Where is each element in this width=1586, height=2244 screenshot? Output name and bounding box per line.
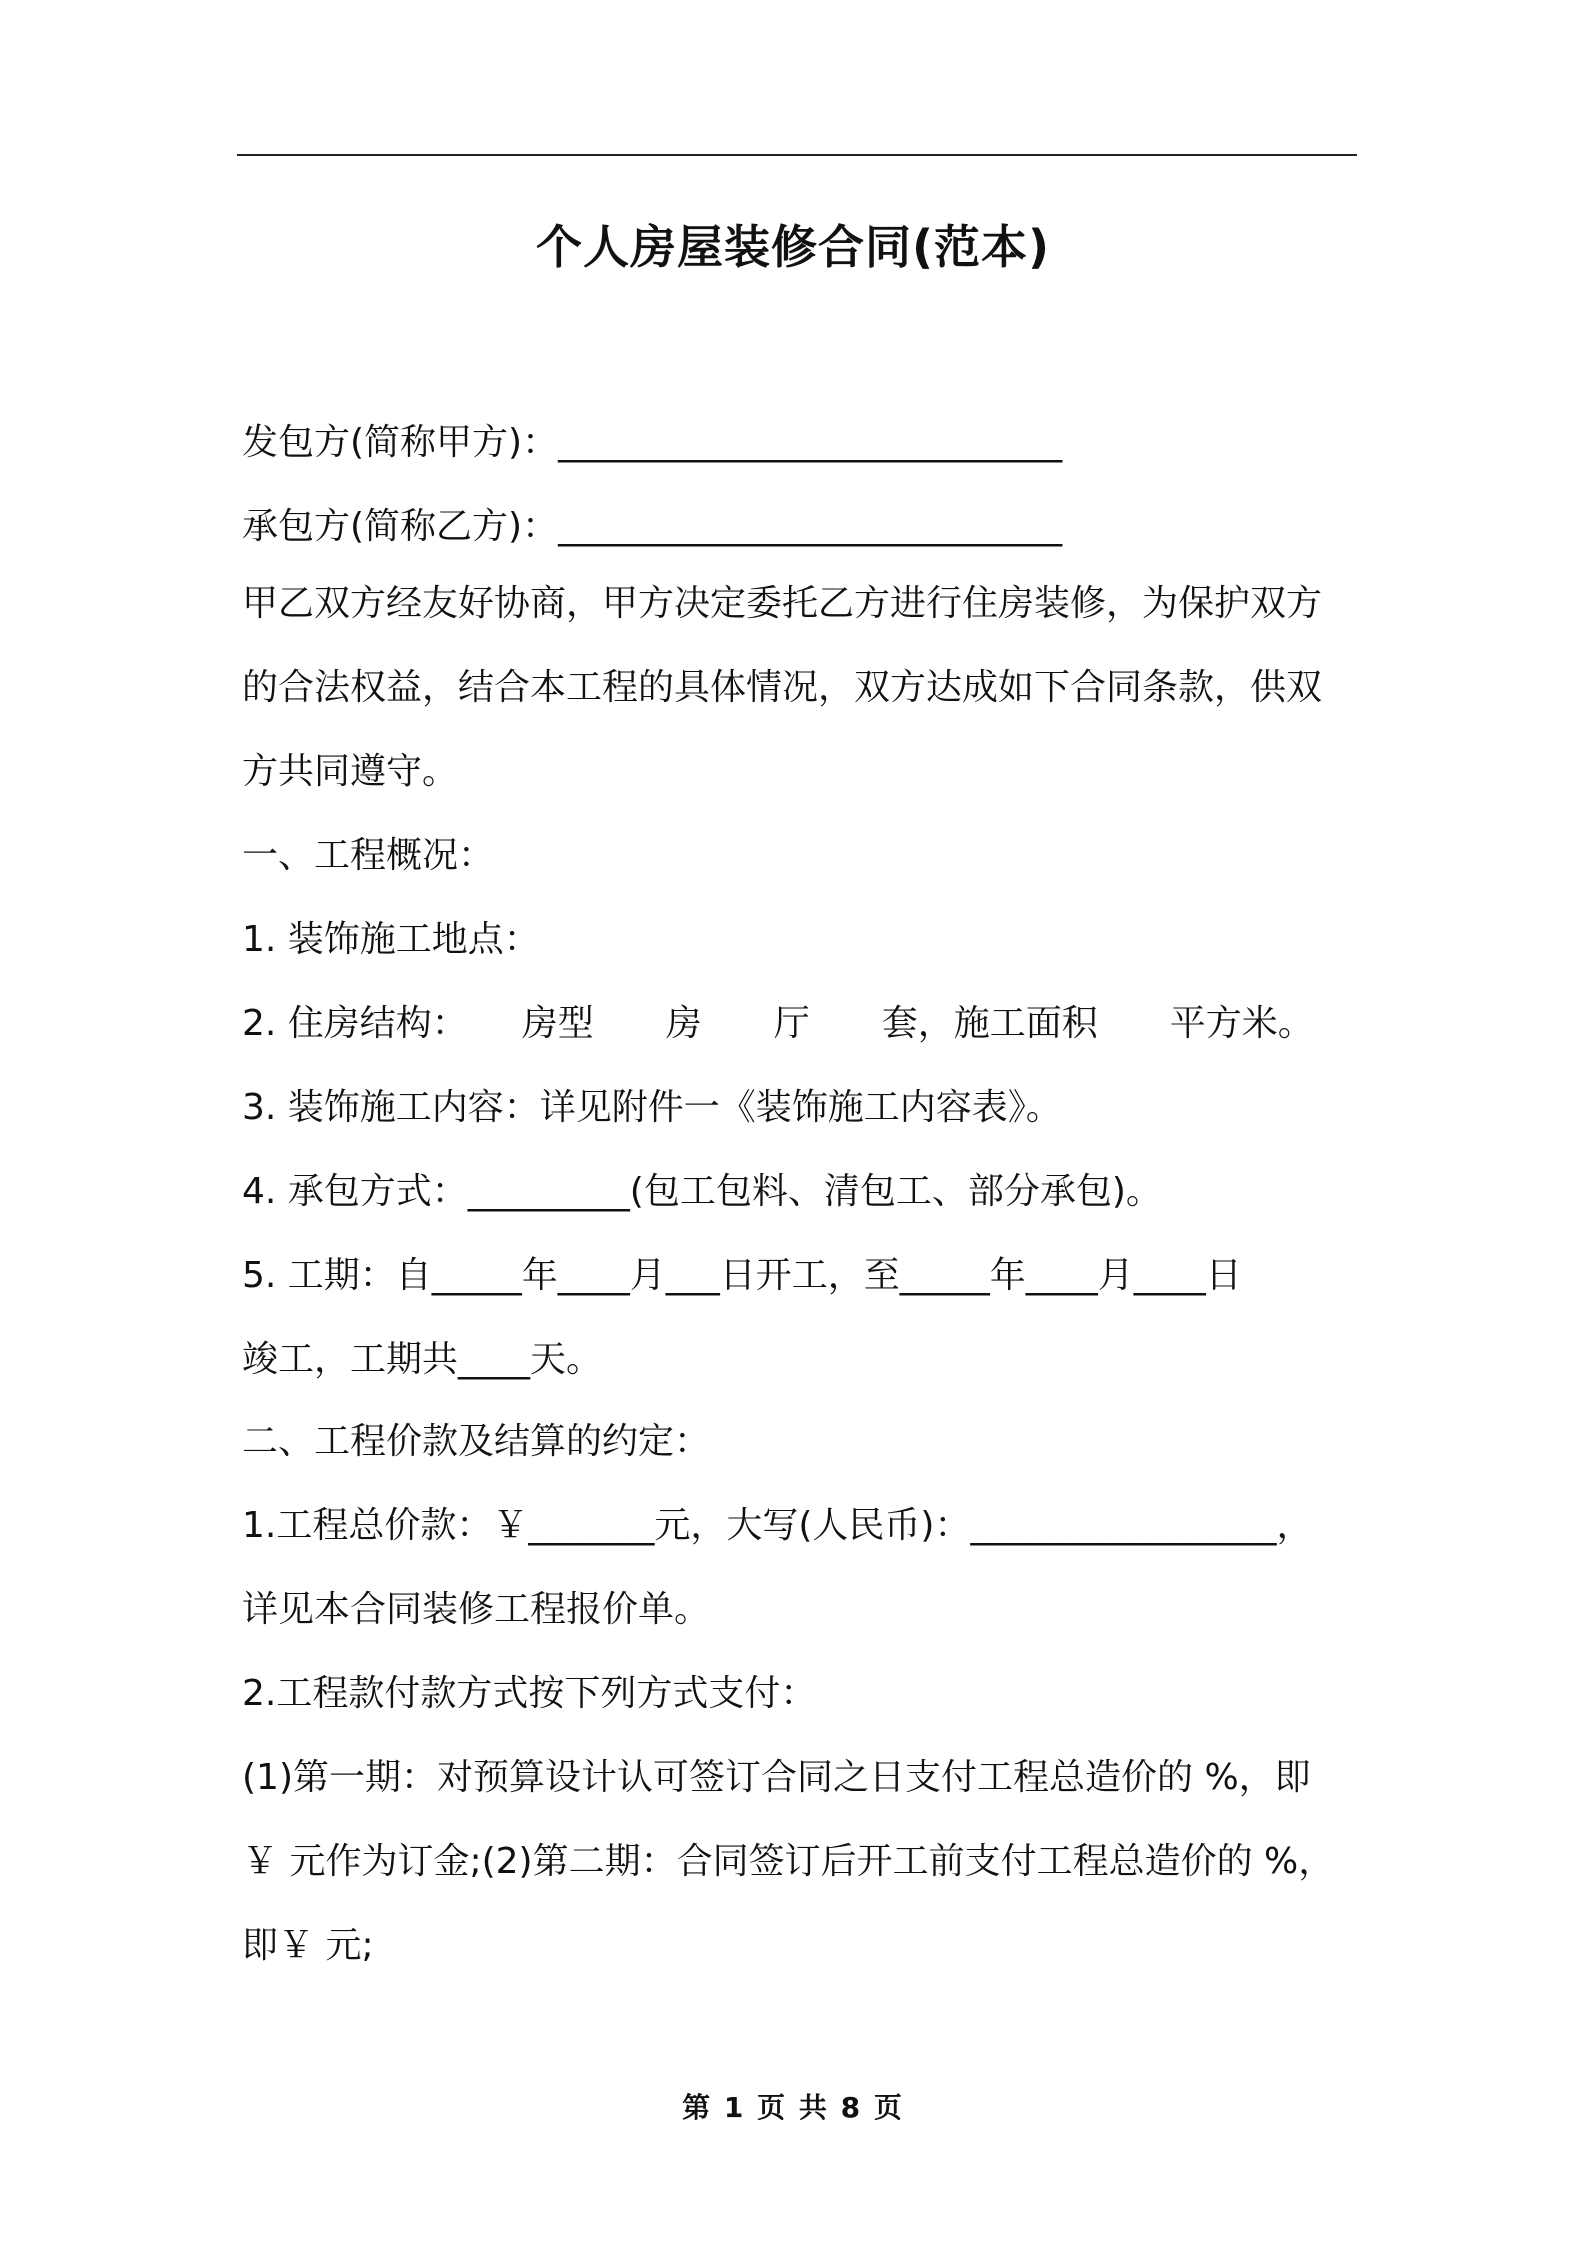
party-b-line: 承包方(简称乙方)：____________________________ (242, 506, 1063, 547)
clause-1-1: 1. 装饰施工地点： (242, 919, 540, 960)
clause-2-1-line-1: 1.工程总价款：￥_______元，大写(人民币)：_________________， (242, 1505, 1313, 1546)
clause-1-4: 4. 承包方式：_________(包工包料、清包工、部分承包)。 (242, 1171, 1162, 1212)
payment-line-1: (1)第一期：对预算设计认可签订合同之日支付工程总造价的 %，即 (242, 1757, 1311, 1798)
page-footer: 第 1 页 共 8 页 (682, 2091, 904, 2124)
section-2-heading: 二、工程价款及结算的约定： (242, 1421, 711, 1462)
payment-line-3: 即￥ 元; (242, 1925, 374, 1966)
document-title: 个人房屋装修合同(范本) (535, 220, 1051, 274)
intro-paragraph-line-2: 的合法权益，结合本工程的具体情况，双方达成如下合同条款，供双 (242, 667, 1323, 708)
intro-paragraph-line-1: 甲乙双方经友好协商，甲方决定委托乙方进行住房装修，为保护双方 (242, 583, 1323, 624)
clause-1-3: 3. 装饰施工内容：详见附件一《装饰施工内容表》。 (242, 1087, 1062, 1128)
clause-1-5-line-2: 竣工，工期共____天。 (242, 1339, 603, 1380)
intro-paragraph-line-3: 方共同遵守。 (242, 751, 459, 792)
header-rule (237, 154, 1357, 156)
clause-1-2: 2. 住房结构： 房型 房 厅 套，施工面积 平方米。 (242, 1003, 1314, 1044)
payment-line-2: ￥ 元作为订金;(2)第二期：合同签订后开工前支付工程总造价的 %， (242, 1841, 1335, 1882)
clause-2-1-line-2: 详见本合同装修工程报价单。 (242, 1589, 711, 1630)
clause-2-2: 2.工程款付款方式按下列方式支付： (242, 1673, 817, 1714)
section-1-heading: 一、工程概况： (242, 835, 495, 876)
party-a-line: 发包方(简称甲方)：____________________________ (242, 422, 1063, 463)
clause-1-5-line-1: 5. 工期：自_____年____月___日开工，至_____年____月____日 (242, 1255, 1242, 1296)
